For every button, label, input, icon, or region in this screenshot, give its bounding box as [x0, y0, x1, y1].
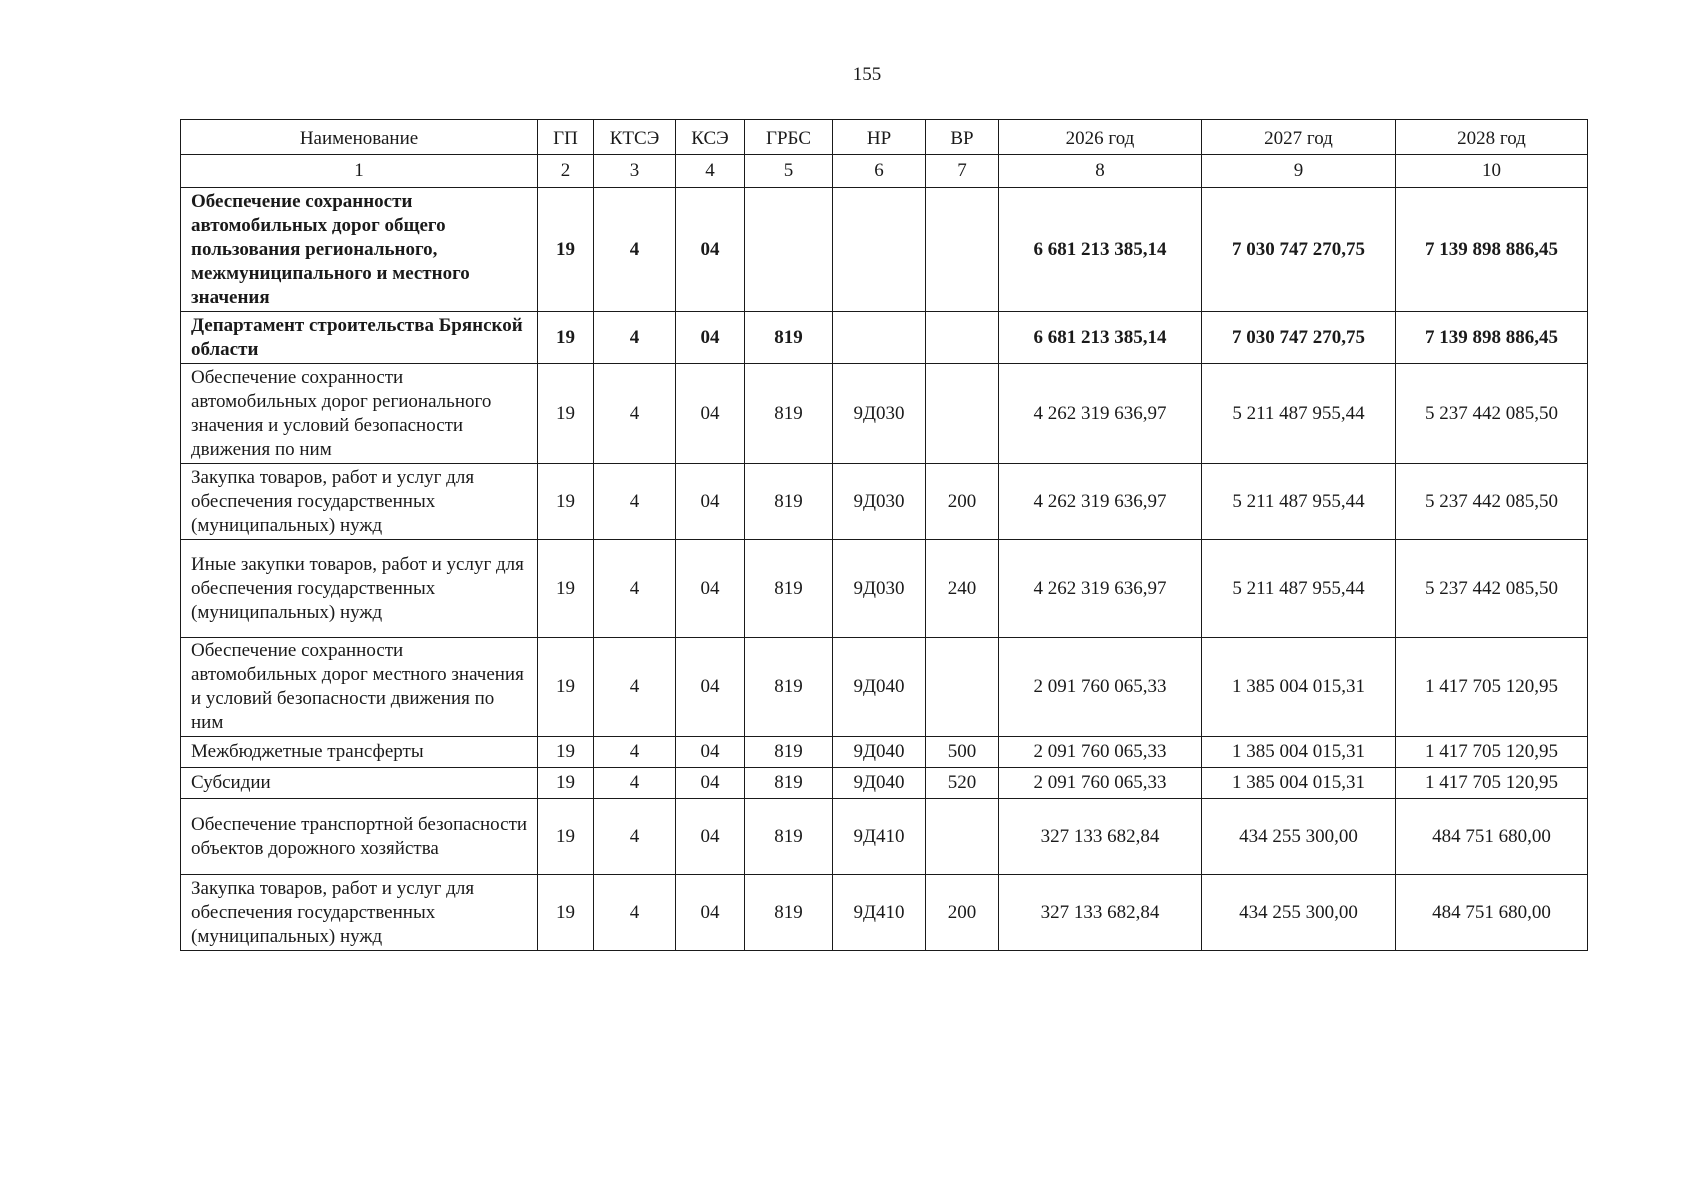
cell-gp: 19	[538, 540, 594, 638]
cell-2027: 5 211 487 955,44	[1202, 464, 1396, 540]
cell-nr	[833, 188, 926, 312]
header-ktse: КТСЭ	[594, 120, 676, 155]
cell-nr: 9Д040	[833, 638, 926, 737]
column-number: 3	[594, 155, 676, 188]
table-row	[181, 768, 1588, 799]
cell-ktse: 4	[594, 464, 676, 540]
cell-grbs: 819	[745, 799, 833, 875]
cell-2028: 7 139 898 886,45	[1396, 312, 1588, 364]
cell-gp: 19	[538, 799, 594, 875]
header-kse: КСЭ	[676, 120, 745, 155]
cell-kse: 04	[676, 799, 745, 875]
cell-2026: 4 262 319 636,97	[999, 540, 1202, 638]
table-row	[181, 540, 1588, 638]
cell-vr	[926, 364, 999, 464]
cell-nr: 9Д410	[833, 875, 926, 951]
cell-kse: 04	[676, 464, 745, 540]
cell-ktse: 4	[594, 638, 676, 737]
cell-vr: 200	[926, 875, 999, 951]
cell-2026: 2 091 760 065,33	[999, 737, 1202, 768]
cell-kse: 04	[676, 737, 745, 768]
cell-2027: 5 211 487 955,44	[1202, 364, 1396, 464]
cell-gp: 19	[538, 768, 594, 799]
cell-grbs: 819	[745, 737, 833, 768]
cell-kse: 04	[676, 540, 745, 638]
cell-name: Иные закупки товаров, работ и услуг для обеспечения государственных (муниципальных) нужд	[181, 540, 538, 638]
cell-kse: 04	[676, 364, 745, 464]
cell-vr: 520	[926, 768, 999, 799]
cell-2027: 1 385 004 015,31	[1202, 768, 1396, 799]
header-row	[181, 120, 1588, 155]
cell-2028: 5 237 442 085,50	[1396, 464, 1588, 540]
column-number: 4	[676, 155, 745, 188]
table-row	[181, 188, 1588, 312]
cell-2027: 7 030 747 270,75	[1202, 312, 1396, 364]
cell-2028: 1 417 705 120,95	[1396, 737, 1588, 768]
cell-2026: 327 133 682,84	[999, 799, 1202, 875]
cell-ktse: 4	[594, 540, 676, 638]
cell-2026: 2 091 760 065,33	[999, 638, 1202, 737]
column-number: 2	[538, 155, 594, 188]
cell-2028: 1 417 705 120,95	[1396, 768, 1588, 799]
cell-nr: 9Д410	[833, 799, 926, 875]
column-number-row	[181, 155, 1588, 188]
cell-kse: 04	[676, 312, 745, 364]
cell-name: Межбюджетные трансферты	[181, 737, 538, 768]
cell-2027: 1 385 004 015,31	[1202, 737, 1396, 768]
cell-grbs: 819	[745, 638, 833, 737]
cell-nr: 9Д040	[833, 768, 926, 799]
cell-name: Закупка товаров, работ и услуг для обеспечения государственных (муниципальных) нужд	[181, 464, 538, 540]
cell-gp: 19	[538, 464, 594, 540]
cell-2028: 7 139 898 886,45	[1396, 188, 1588, 312]
cell-vr	[926, 188, 999, 312]
cell-name: Субсидии	[181, 768, 538, 799]
table-row	[181, 312, 1588, 364]
cell-name: Обеспечение сохранности автомобильных дорог общего пользования регионального, межмуниципального и местного значения	[181, 188, 538, 312]
cell-kse: 04	[676, 188, 745, 312]
cell-vr: 240	[926, 540, 999, 638]
table-body	[181, 188, 1588, 951]
table-row	[181, 799, 1588, 875]
cell-ktse: 4	[594, 799, 676, 875]
cell-gp: 19	[538, 638, 594, 737]
cell-vr	[926, 799, 999, 875]
cell-2027: 434 255 300,00	[1202, 875, 1396, 951]
cell-2028: 5 237 442 085,50	[1396, 364, 1588, 464]
cell-vr: 500	[926, 737, 999, 768]
table-row	[181, 364, 1588, 464]
cell-gp: 19	[538, 875, 594, 951]
header-vr: ВР	[926, 120, 999, 155]
cell-vr	[926, 638, 999, 737]
column-number: 1	[181, 155, 538, 188]
cell-grbs: 819	[745, 540, 833, 638]
header-2027: 2027 год	[1202, 120, 1396, 155]
cell-ktse: 4	[594, 188, 676, 312]
page-number: 155	[852, 64, 882, 85]
budget-table	[180, 119, 1588, 951]
cell-grbs	[745, 188, 833, 312]
table-row	[181, 737, 1588, 768]
cell-kse: 04	[676, 768, 745, 799]
cell-vr	[926, 312, 999, 364]
cell-gp: 19	[538, 188, 594, 312]
cell-2026: 2 091 760 065,33	[999, 768, 1202, 799]
column-number: 9	[1202, 155, 1396, 188]
column-number: 5	[745, 155, 833, 188]
cell-name: Обеспечение сохранности автомобильных дорог регионального значения и условий безопасности движения по ним	[181, 364, 538, 464]
column-number: 6	[833, 155, 926, 188]
cell-2028: 484 751 680,00	[1396, 875, 1588, 951]
cell-2028: 1 417 705 120,95	[1396, 638, 1588, 737]
cell-ktse: 4	[594, 768, 676, 799]
column-number: 10	[1396, 155, 1588, 188]
cell-2027: 7 030 747 270,75	[1202, 188, 1396, 312]
cell-name: Обеспечение транспортной безопасности объектов дорожного хозяйства	[181, 799, 538, 875]
cell-ktse: 4	[594, 364, 676, 464]
column-number: 8	[999, 155, 1202, 188]
cell-2026: 327 133 682,84	[999, 875, 1202, 951]
header-2028: 2028 год	[1396, 120, 1588, 155]
cell-gp: 19	[538, 312, 594, 364]
cell-ktse: 4	[594, 737, 676, 768]
cell-2026: 6 681 213 385,14	[999, 188, 1202, 312]
cell-nr: 9Д030	[833, 464, 926, 540]
cell-grbs: 819	[745, 464, 833, 540]
header-gp: ГП	[538, 120, 594, 155]
cell-gp: 19	[538, 364, 594, 464]
cell-kse: 04	[676, 875, 745, 951]
header-grbs: ГРБС	[745, 120, 833, 155]
cell-2026: 6 681 213 385,14	[999, 312, 1202, 364]
cell-grbs: 819	[745, 768, 833, 799]
header-nr: НР	[833, 120, 926, 155]
cell-2027: 5 211 487 955,44	[1202, 540, 1396, 638]
cell-2027: 434 255 300,00	[1202, 799, 1396, 875]
table-row	[181, 638, 1588, 737]
cell-2027: 1 385 004 015,31	[1202, 638, 1396, 737]
cell-name: Департамент строительства Брянской области	[181, 312, 538, 364]
cell-grbs: 819	[745, 875, 833, 951]
cell-kse: 04	[676, 638, 745, 737]
table-row	[181, 875, 1588, 951]
cell-2026: 4 262 319 636,97	[999, 464, 1202, 540]
header-name: Наименование	[181, 120, 538, 155]
cell-2028: 5 237 442 085,50	[1396, 540, 1588, 638]
cell-grbs: 819	[745, 364, 833, 464]
cell-name: Обеспечение сохранности автомобильных дорог местного значения и условий безопасности движения по ним	[181, 638, 538, 737]
cell-name: Закупка товаров, работ и услуг для обеспечения государственных (муниципальных) нужд	[181, 875, 538, 951]
cell-nr: 9Д030	[833, 364, 926, 464]
cell-2028: 484 751 680,00	[1396, 799, 1588, 875]
cell-gp: 19	[538, 737, 594, 768]
cell-nr: 9Д030	[833, 540, 926, 638]
cell-grbs: 819	[745, 312, 833, 364]
cell-nr: 9Д040	[833, 737, 926, 768]
table-row	[181, 464, 1588, 540]
header-2026: 2026 год	[999, 120, 1202, 155]
cell-ktse: 4	[594, 875, 676, 951]
cell-ktse: 4	[594, 312, 676, 364]
cell-2026: 4 262 319 636,97	[999, 364, 1202, 464]
column-number: 7	[926, 155, 999, 188]
cell-vr: 200	[926, 464, 999, 540]
cell-nr	[833, 312, 926, 364]
